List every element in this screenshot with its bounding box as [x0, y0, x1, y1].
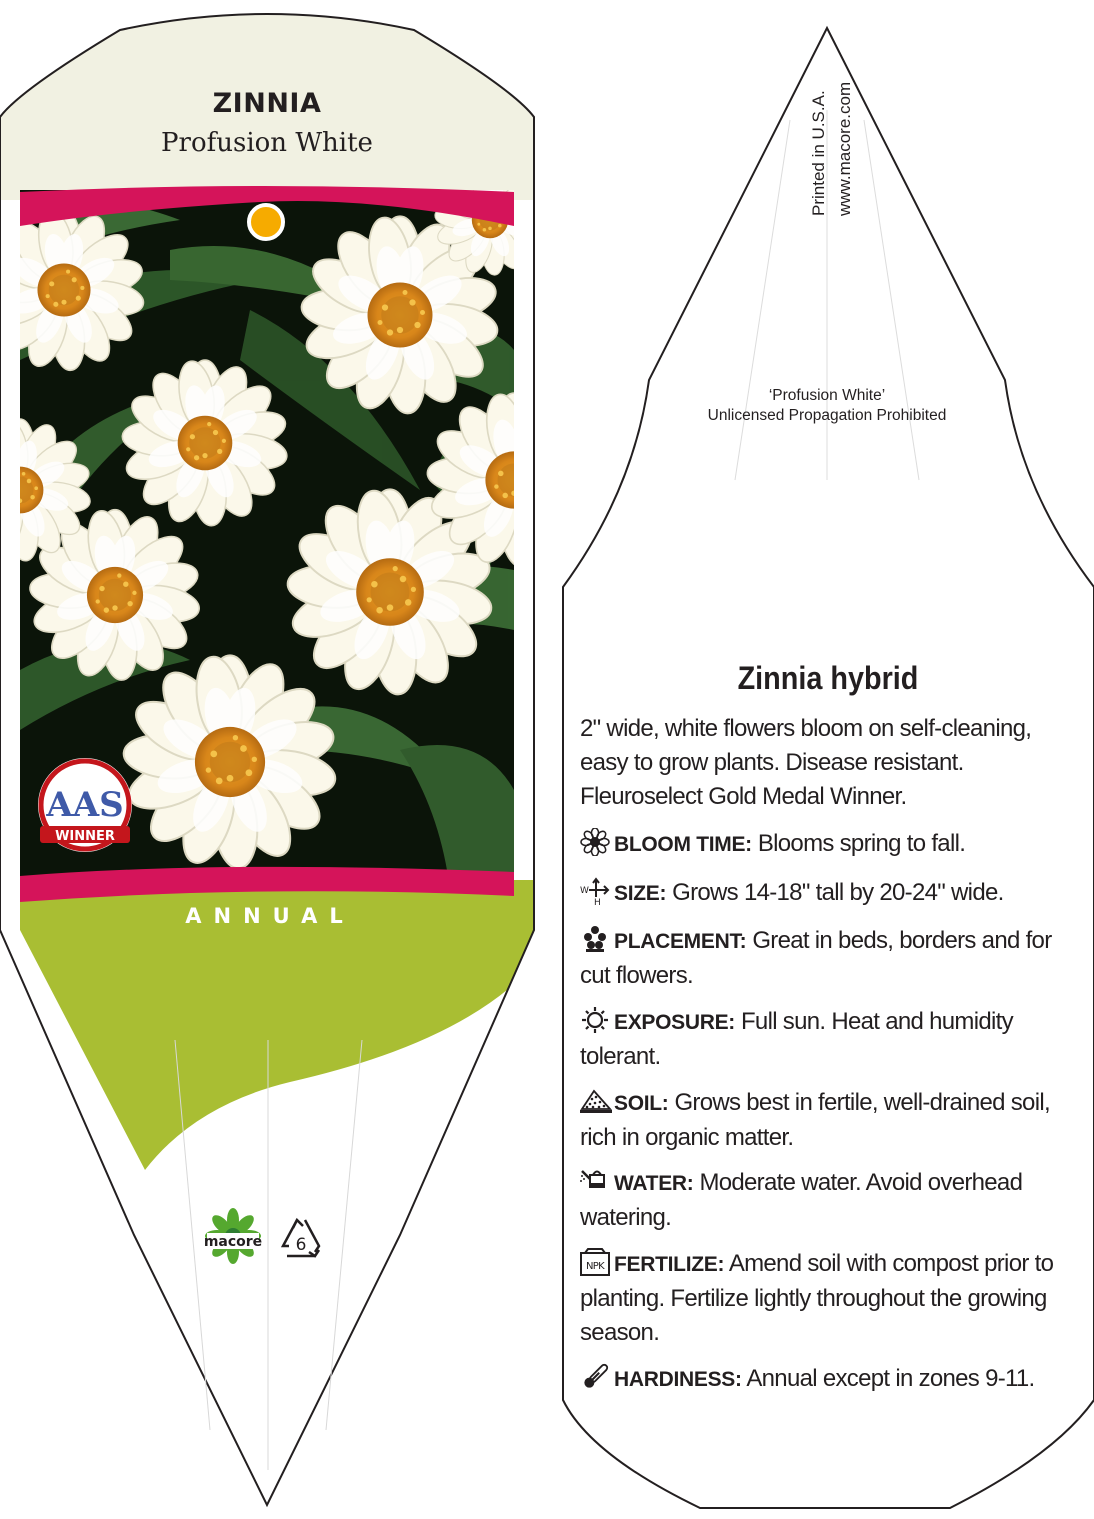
thermometer-icon — [580, 1363, 614, 1391]
bloom-time-icon — [580, 828, 614, 856]
care-text: Annual except in zones 9-11. — [746, 1365, 1035, 1392]
printed-in: Printed in U.S.A. — [809, 90, 828, 216]
care-text: Blooms spring to fall. — [757, 830, 966, 857]
care-label: EXPOSURE: — [614, 1011, 735, 1034]
fertilizer-npk-icon — [580, 1248, 614, 1276]
variety-name: Profusion White — [161, 128, 373, 158]
macore-logo-text: macore — [203, 1234, 263, 1250]
care-label: WATER: — [614, 1172, 694, 1195]
care-text: Grows best in fertile, well-drained soil, rich in organic matter. — [580, 1089, 1050, 1151]
watering-can-icon — [580, 1167, 614, 1195]
care-text: Grows 14-18" tall by 20-24" wide. — [672, 879, 1004, 906]
care-row-exposure — [580, 1005, 1080, 1074]
exposure-sun-icon — [580, 1006, 614, 1034]
care-row-bloom-time — [580, 827, 1080, 862]
plant-category: ANNUAL — [185, 904, 355, 928]
care-label: SIZE: — [614, 882, 667, 905]
care-text: Great in beds, borders and for cut flowers. — [580, 927, 1052, 989]
size-h-label: H — [594, 898, 601, 905]
website: www.macore.com — [835, 81, 854, 216]
aas-winner-text: WINNER — [55, 829, 115, 844]
care-row-fertilize — [580, 1247, 1080, 1350]
care-label: PLACEMENT: — [614, 930, 747, 953]
legal-notice-block — [640, 386, 1014, 426]
care-label: HARDINESS: — [614, 1368, 742, 1391]
size-icon — [580, 877, 614, 905]
aas-winner-badge — [36, 756, 134, 854]
legal-variety: ‘Profusion White’ — [768, 387, 886, 404]
botanical-name: Zinnia hybrid — [737, 660, 919, 696]
care-text: Amend soil with compost prior to planting. Fertilize lightly throughout the growing season. — [580, 1250, 1054, 1346]
care-label: BLOOM TIME: — [614, 833, 752, 856]
plant-description: 2" wide, white flowers bloom on self-cleaning, easy to grow plants. Disease resistant. Fleuroselect Gold Medal Winner. — [580, 715, 1032, 810]
care-row-hardiness — [580, 1362, 1080, 1397]
plant-title: ZINNIA — [212, 88, 322, 119]
footer-logos — [203, 1208, 327, 1272]
care-row-soil — [580, 1086, 1080, 1155]
care-label: SOIL: — [614, 1092, 669, 1115]
care-text: Moderate water. Avoid overhead watering. — [580, 1169, 1023, 1231]
npk-text: NPK — [586, 1261, 604, 1272]
recycle-code: 6 — [295, 1235, 307, 1255]
print-info — [806, 82, 858, 216]
soil-icon — [580, 1087, 614, 1115]
care-text: Full sun. Heat and humidity tolerant. — [580, 1008, 1013, 1070]
care-row-water — [580, 1166, 1080, 1235]
care-label: FERTILIZE: — [614, 1253, 725, 1276]
care-row-placement — [580, 924, 1080, 993]
size-w-label: W — [580, 886, 589, 896]
sun-dot-icon — [249, 205, 283, 239]
legal-notice: Unlicensed Propagation Prohibited — [707, 407, 947, 424]
placement-icon — [580, 925, 614, 953]
care-row-size — [580, 876, 1080, 911]
aas-badge-text: AAS — [46, 785, 124, 825]
